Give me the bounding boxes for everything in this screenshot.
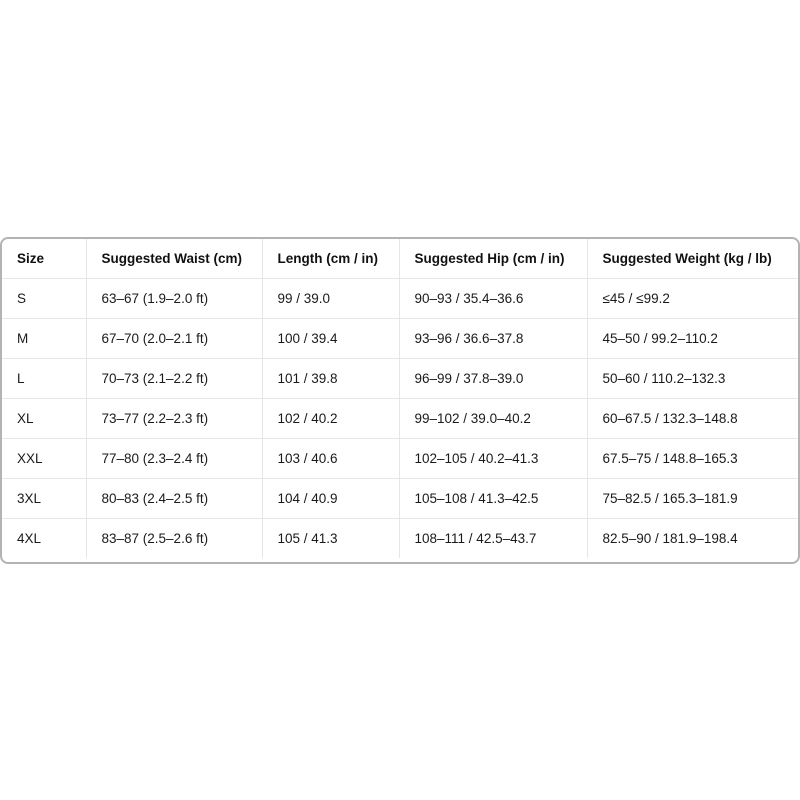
cell-weight: 50–60 / 110.2–132.3 [587,359,798,399]
cell-weight: ≤45 / ≤99.2 [587,279,798,319]
table-body [2,279,798,559]
cell-waist: 67–70 (2.0–2.1 ft) [86,319,262,359]
cell-weight: 82.5–90 / 181.9–198.4 [602,531,738,546]
header-suggested-hip: Suggested Hip (cm / in) [399,239,587,279]
cell-hip: 102–105 / 40.2–41.3 [399,439,587,479]
cell-length: 103 / 40.6 [262,439,399,479]
cell-length: 99 / 39.0 [262,279,399,319]
cell-weight: 60–67.5 / 132.3–148.8 [587,399,798,439]
header-suggested-waist: Suggested Waist (cm) [86,239,262,279]
cell-length: 101 / 39.8 [262,359,399,399]
cell-waist: 77–80 (2.3–2.4 ft) [86,439,262,479]
cell-size: S [2,279,86,319]
cell-waist: 70–73 (2.1–2.2 ft) [86,359,262,399]
cell-length: 100 / 39.4 [262,319,399,359]
cell-size: M [2,319,86,359]
cell-hip: 99–102 / 39.0–40.2 [399,399,587,439]
table-row [2,519,798,559]
cell-hip: 93–96 / 36.6–37.8 [399,319,587,359]
cell-waist: 73–77 (2.2–2.3 ft) [86,399,262,439]
table-row [2,399,798,439]
table-row [2,439,798,479]
cell-hip: 90–93 / 35.4–36.6 [399,279,587,319]
table-row [2,479,798,519]
cell-weight: 67.5–75 / 148.8–165.3 [587,439,798,479]
cell-waist: 80–83 (2.4–2.5 ft) [86,479,262,519]
cell-hip: 105–108 / 41.3–42.5 [399,479,587,519]
cell-length: 102 / 40.2 [262,399,399,439]
header-row [2,239,798,279]
cell-size: L [2,359,86,399]
cell-hip: 96–99 / 37.8–39.0 [399,359,587,399]
header-length: Length (cm / in) [262,239,399,279]
cell-length: 104 / 40.9 [262,479,399,519]
table-row [2,319,798,359]
size-chart-table [2,239,798,558]
cell-hip: 108–111 / 42.5–43.7 [399,519,587,559]
cell-waist: 63–67 (1.9–2.0 ft) [86,279,262,319]
size-chart-table-container [0,237,800,564]
cell-length: 105 / 41.3 [262,519,399,559]
cell-waist: 83–87 (2.5–2.6 ft) [86,519,262,559]
header-suggested-weight: Suggested Weight (kg / lb) [587,239,798,279]
table-row [2,279,798,319]
table-header [2,239,798,279]
header-size: Size [2,239,86,279]
cell-weight: 75–82.5 / 165.3–181.9 [587,479,798,519]
cell-size: XXL [2,439,86,479]
table-row [2,359,798,399]
cell-size: 3XL [2,479,86,519]
cell-size: XL [2,399,86,439]
cell-size: 4XL [2,519,86,559]
cell-weight: 45–50 / 99.2–110.2 [587,319,798,359]
